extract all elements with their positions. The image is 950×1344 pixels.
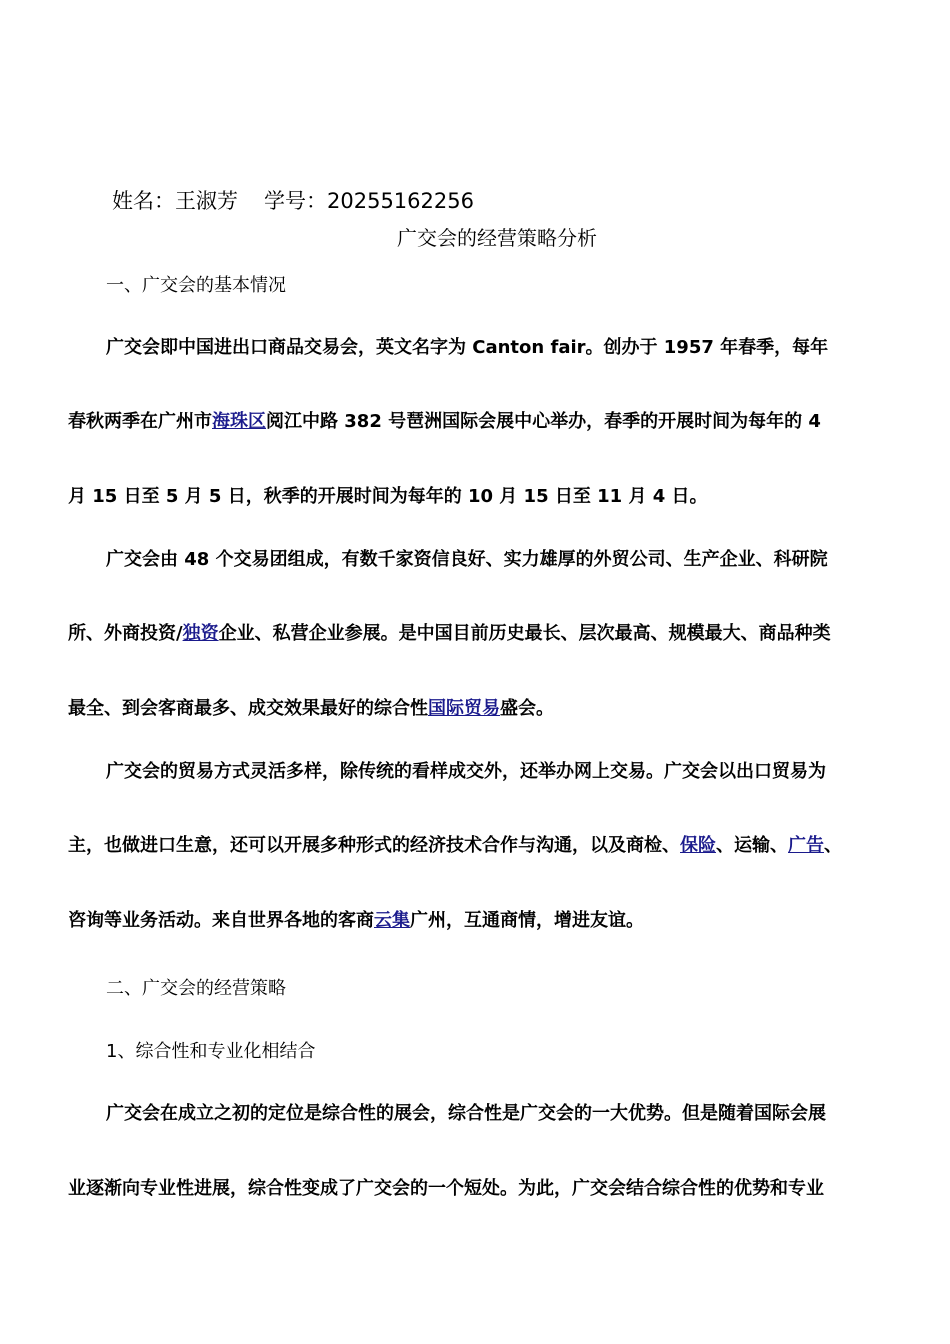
- paragraph-1-line-2: 春秋两季在广州市海珠区阅江中路 382 号琶洲国际会展中心举办，春季的开展时间为每年的 4: [68, 411, 821, 432]
- student-name: 姓名：王淑芳: [112, 189, 238, 213]
- link-sole-proprietorship[interactable]: 独资: [182, 623, 219, 644]
- document-title: 广交会的经营策略分析: [397, 226, 597, 250]
- student-id: 学号：20255162256: [264, 189, 474, 213]
- paragraph-1-line-1: 广交会即中国进出口商品交易会，英文名字为 Canton fair。创办于 1957 年春季，每年: [106, 337, 829, 358]
- link-gather[interactable]: 云集: [374, 910, 410, 931]
- link-haizhu-district[interactable]: 海珠区: [212, 411, 266, 432]
- paragraph-3-line-2: 主，也做进口生意，还可以开展多种形式的经济技术合作与沟通，以及商检、保险、运输、广告、: [68, 835, 842, 856]
- paragraph-2-line-3: 最全、到会客商最多、成交效果最好的综合性国际贸易盛会。: [68, 698, 554, 719]
- section-heading-strategy: 二、广交会的经营策略: [106, 978, 286, 999]
- section-heading-basic-info: 一、广交会的基本情况: [106, 275, 286, 296]
- paragraph-2-line-1: 广交会由 48 个交易团组成，有数千家资信良好、实力雄厚的外贸公司、生产企业、科研院: [106, 549, 828, 570]
- paragraph-3-line-1: 广交会的贸易方式灵活多样，除传统的看样成交外，还举办网上交易。广交会以出口贸易为: [106, 761, 826, 782]
- paragraph-2-line-2: 所、外商投资/独资企业、私营企业参展。是中国目前历史最长、层次最高、规模最大、商品种类: [68, 623, 831, 644]
- paragraph-4-line-2: 业逐渐向专业性进展，综合性变成了广交会的一个短处。为此，广交会结合综合性的优势和专业: [68, 1178, 824, 1199]
- paragraph-3-line-3: 咨询等业务活动。来自世界各地的客商云集广州，互通商情，增进友谊。: [68, 910, 644, 931]
- link-advertising[interactable]: 广告: [788, 835, 824, 856]
- paragraph-4-line-1: 广交会在成立之初的定位是综合性的展会，综合性是广交会的一大优势。但是随着国际会展: [106, 1103, 826, 1124]
- paragraph-1-line-3: 月 15 日至 5 月 5 日，秋季的开展时间为每年的 10 月 15 日至 11 月 4 日。: [68, 486, 708, 507]
- link-insurance[interactable]: 保险: [680, 835, 716, 856]
- author-line: [112, 187, 474, 215]
- link-international-trade[interactable]: 国际贸易: [428, 698, 500, 719]
- subsection-heading-1: 1、综合性和专业化相结合: [106, 1041, 316, 1062]
